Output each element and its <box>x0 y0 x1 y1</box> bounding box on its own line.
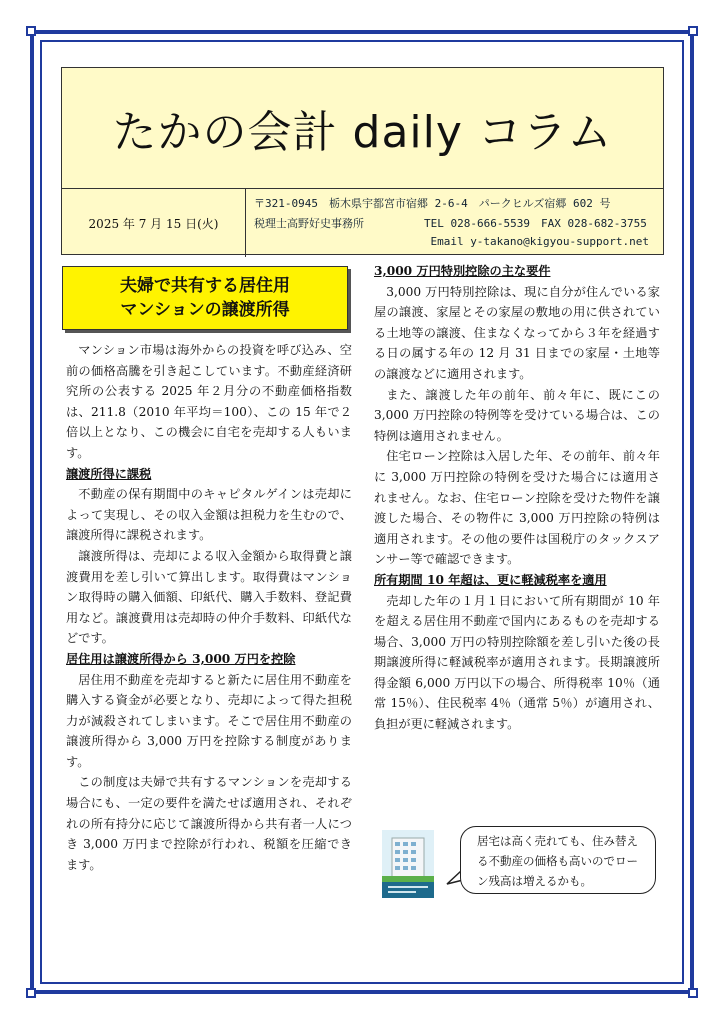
header-box <box>61 67 664 255</box>
section-heading: 譲渡所得に課税 <box>66 466 152 481</box>
right-column <box>374 261 660 735</box>
office-email: Email y-takano@kigyou-support.net <box>430 235 649 248</box>
section-heading: 3,000 万円特別控除の主な要件 <box>374 264 551 278</box>
headline-line-2: マンションの譲渡所得 <box>120 300 290 320</box>
section-heading: 居住用は譲渡所得から 3,000 万円を控除 <box>66 651 296 666</box>
frame-corner <box>26 26 36 36</box>
paragraph: この制度は夫婦で共有するマンションを売却する場合にも、一定の要件を満たせば適用され、それぞれの所有持分に応じて譲渡所得から共有者一人につき 3,000 万円まで控除が行われ、税額を圧縮できます。 <box>66 775 352 872</box>
headline-line-1: 夫婦で共有する居住用 <box>120 276 290 296</box>
speech-bubble: 居宅は高く売れても、住み替える不動産の価格も高いのでローン残高は増えるかも。 <box>460 826 656 894</box>
paragraph: 不動産の保有期間中のキャピタルゲインは売却によって実現し、その収入金額は担税力を生むので、譲渡所得に課税されます。 <box>66 487 352 543</box>
frame-corner <box>688 26 698 36</box>
article-headline <box>62 266 348 330</box>
paragraph: 売却した年の１月１日において所有期間が 10 年を超える居住用不動産で国内にあるものを売却する場合、3,000 万円の特別控除額を差し引いた後の長期譲渡所得に軽減税率が適用されます。長期譲渡所得金額 6,000 万円以下の場合、所得税率 10％（通常 15％）、住民税率 4％（通常 5％）が適用され、負担が更に軽減されます。 <box>374 593 660 732</box>
paragraph: 3,000 万円特別控除は、現に自分が住んでいる家屋の譲渡、家屋とその家屋の敷地の用に供されている土地等の譲渡、住まなくなってから３年を経過する日の属する年の 12 月 31 日までの家屋・土地等の譲渡などに適用されます。 <box>374 284 660 381</box>
office-name: 税理士高野好史事務所 <box>254 217 364 230</box>
frame-corner <box>26 988 36 998</box>
frame-corner <box>688 988 698 998</box>
issue-date: 2025 年 7 月 15 日(火) <box>62 189 246 257</box>
paragraph: また、譲渡した年の前年、前々年に、既にこの 3,000 万円控除の特例等を受けている場合は、この特例は適用されません。 <box>374 387 660 443</box>
section-heading: 所有期間 10 年超は、更に軽減税率を適用 <box>374 572 607 587</box>
office-phone-fax: TEL 028-666-5539 FAX 028-682-3755 <box>424 217 647 230</box>
header-info-row <box>62 188 663 257</box>
office-contact <box>246 189 663 257</box>
office-address: 〒321-0945 栃木県宇都宮市宿郷 2-6-4 パークヒルズ宿郷 602 号 <box>254 197 611 210</box>
page-title: たかの会計 daily コラム <box>112 107 613 158</box>
paragraph: 譲渡所得は、売却による収入金額から取得費と譲渡費用を差し引いて算出します。取得費はマンション取得時の購入価額、印紙代、購入手数料、登記費用など。譲渡費用は売却時の仲介手数料、印紙代などです。 <box>66 548 352 646</box>
apartment-building-icon <box>382 830 434 898</box>
paragraph: 居住用不動産を売却すると新たに居住用不動産を購入する資金が必要となり、売却によって得た担税力が減殺されてしまいます。そこで居住用不動産の譲渡所得から 3,000 万円を控除する制度があります。 <box>66 672 352 769</box>
left-column <box>66 340 352 875</box>
paragraph: マンション市場は海外からの投資を呼び込み、空前の価格高騰を引き起こしています。不動産経済研究所の公表する 2025 年２月分の不動産価格指数は、211.8（2010 年平均＝100）、この 15 年で２倍以上となり、この機会に自宅を売却する人もいます。 <box>66 343 352 460</box>
paragraph: 住宅ローン控除は入居した年、その前年、前々年に 3,000 万円控除の特例を受けた場合には適用されません。なお、住宅ローン控除を受けた物件を譲渡した場合、その物件に 3,000 万円控除の特例は適用されます。その他の要件は国税庁のタックスアンサー等で確認できます。 <box>374 449 660 567</box>
